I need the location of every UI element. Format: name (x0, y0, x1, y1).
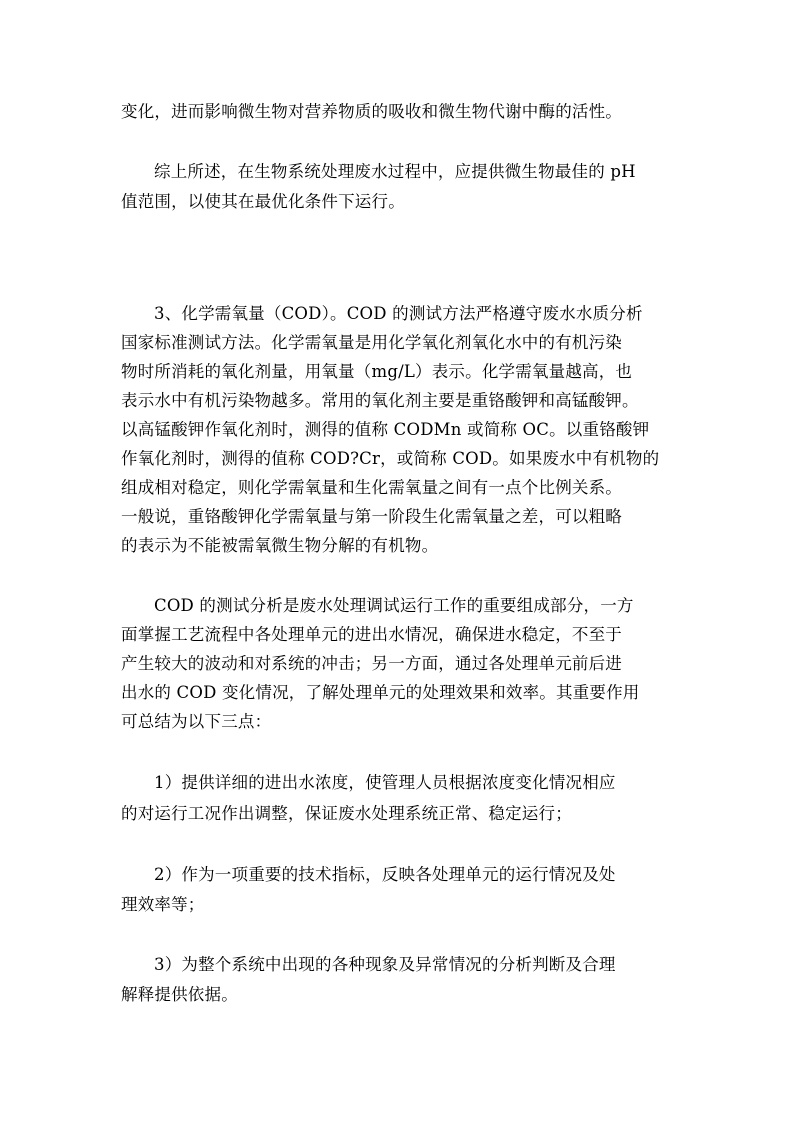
text-line: 组成相对稳定，则化学需氧量和生化需氧量之间有一点个比例关系。 (121, 478, 622, 497)
text-line: 理效率等； (121, 895, 205, 914)
text-line: 综上所述，在生物系统处理废水过程中，应提供微生物最佳的 pH (154, 162, 636, 181)
text-line: 3）为整个系统中出现的各种现象及异常情况的分析判断及合理 (154, 955, 616, 974)
text-line: 1）提供详细的进出水浓度，使管理人员根据浓度变化情况相应 (154, 773, 616, 792)
text-line: 3、化学需氧量（COD）。COD 的测试方法严格遵守废水水质分析 (154, 304, 643, 323)
text-line: 出水的 COD 变化情况，了解处理单元的处理效果和效率。其重要作用 (121, 683, 640, 702)
text-line: 一般说，重铬酸钾化学需氧量与第一阶段生化需氧量之差，可以粗略 (121, 507, 622, 526)
text-line: 2）作为一项重要的技术指标，反映各处理单元的运行情况及处 (154, 865, 616, 884)
text-line: 表示水中有机污染物越多。常用的氧化剂主要是重铬酸钾和高锰酸钾。 (121, 391, 639, 410)
text-line: 国家标准测试方法。化学需氧量是用化学氧化剂氧化水中的有机污染 (121, 333, 622, 352)
text-line: 产生较大的波动和对系统的冲击；另一方面，通过各处理单元前后进 (121, 654, 622, 673)
text-line: 以高锰酸钾作氧化剂时，测得的值称 CODMn 或简称 OC。以重铬酸钾 (121, 420, 650, 439)
text-line: 的表示为不能被需氧微生物分解的有机物。 (121, 536, 439, 555)
text-line: COD 的测试分析是废水处理调试运行工作的重要组成部分，一方 (154, 596, 634, 615)
text-line: 解释提供依据。 (121, 985, 238, 1004)
text-line: 值范围，以使其在最优化条件下运行。 (121, 192, 405, 211)
text-line: 面掌握工艺流程中各处理单元的进出水情况，确保进水稳定，不至于 (121, 625, 622, 644)
text-line: 的对运行工况作出调整，保证废水处理系统正常、稳定运行； (121, 804, 572, 823)
text-line: 作氧化剂时，测得的值称 COD?Cr，或简称 COD。如果废水中有机物的 (121, 449, 660, 468)
text-line: 物时所消耗的氧化剂量，用氧量（mg/L）表示。化学需氧量越高，也 (121, 362, 633, 381)
text-line: 可总结为以下三点： (121, 712, 272, 731)
text-line: 变化，进而影响微生物对营养物质的吸收和微生物代谢中酶的活性。 (121, 102, 622, 121)
